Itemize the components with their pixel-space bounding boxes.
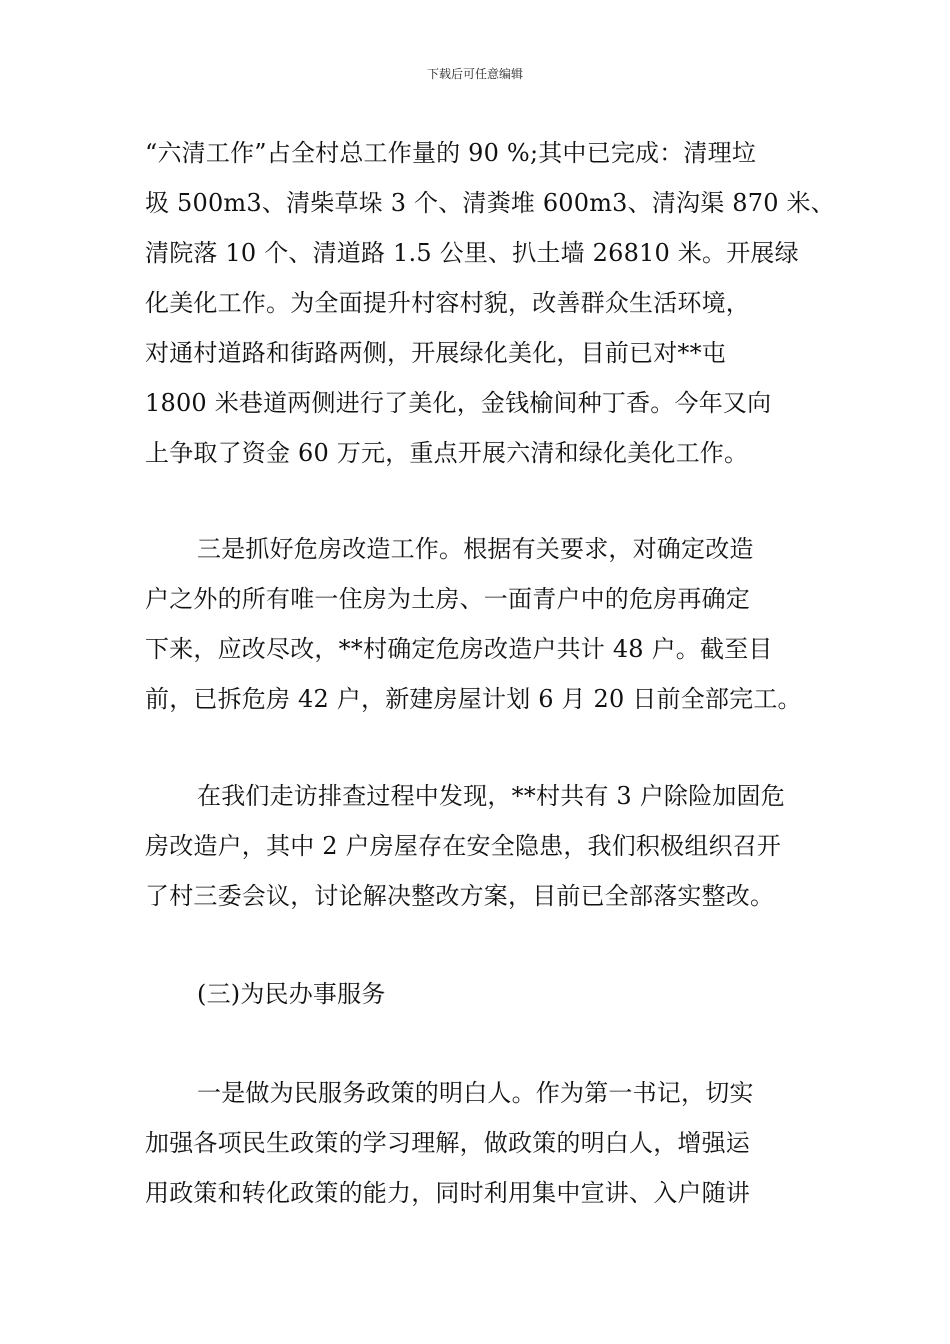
text-line: 用政策和转化政策的能力，同时利用集中宣讲、入户随讲 [145,1179,750,1207]
paragraph-dangerous-housing [145,524,825,724]
text-line: 对通村道路和街路两侧，开展绿化美化，目前已对**屯 [145,339,726,367]
text-line: 一是做为民服务政策的明白人。作为第一书记，切实 [197,1079,754,1107]
paragraph-village-cleanup [145,128,835,478]
text-line: 圾 500m3、清柴草垛 3 个、清粪堆 600m3、清沟渠 870 米、 [145,189,835,217]
text-line: 户之外的所有唯一住房为土房、一面青户中的危房再确定 [145,585,750,613]
text-line: 房改造户，其中 2 户房屋存在安全隐患，我们积极组织召开 [145,832,782,860]
section-heading-text: (三)为民办事服务 [197,980,386,1008]
text-line: 前，已拆危房 42 户，新建房屋计划 6 月 20 日前全部完工。 [145,685,802,713]
text-line: 1800 米巷道两侧进行了美化，金钱榆间种丁香。今年又向 [145,389,772,417]
section-heading [145,969,825,1019]
text-line: 在我们走访排查过程中发现，**村共有 3 户除险加固危 [197,782,785,810]
text-line: 三是抓好危房改造工作。根据有关要求，对确定改造 [197,535,754,563]
text-line: 了村三委会议，讨论解决整改方案，目前已全部落实整改。 [145,882,775,910]
paragraph-policy-service [145,1068,825,1218]
text-line: 化美化工作。为全面提升村容村貌，改善群众生活环境， [145,289,750,317]
text-line: 清院落 10 个、清道路 1.5 公里、扒土墙 26810 米。开展绿 [145,239,799,267]
paragraph-inspection [145,771,825,921]
text-line: “六清工作”占全村总工作量的 90 %;其中已完成：清理垃 [145,139,757,167]
text-line: 上争取了资金 60 万元，重点开展六清和绿化美化工作。 [145,439,749,467]
text-line: 下来，应改尽改，**村确定危房改造户共计 48 户。截至目 [145,635,773,663]
header-note: 下载后可任意编辑 [426,67,523,81]
text-line: 加强各项民生政策的学习理解，做政策的明白人，增强运 [145,1129,750,1157]
